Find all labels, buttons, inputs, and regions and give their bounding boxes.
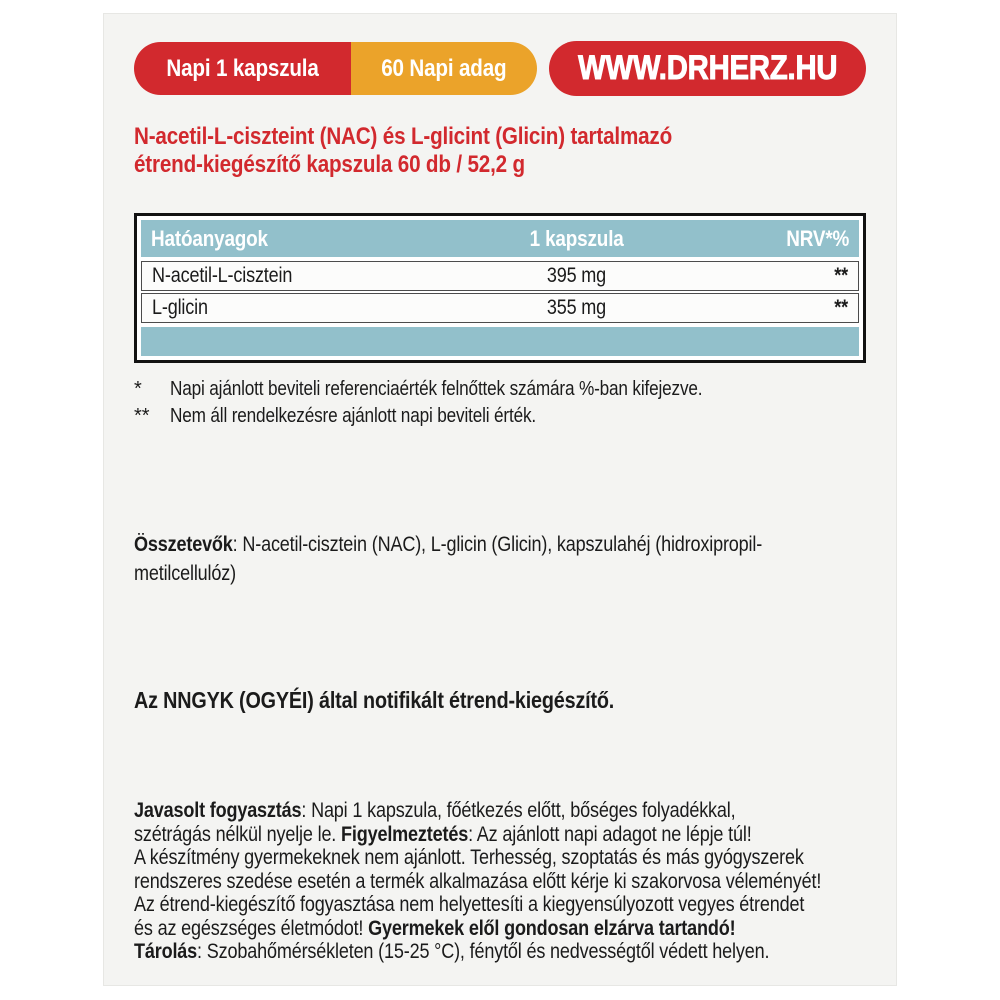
table-row <box>141 293 859 323</box>
footnote-text: Nem áll rendelkezésre ajánlott napi beviteli érték. <box>170 405 537 427</box>
capsule-badge-left-label: Napi 1 kapszula <box>166 54 319 82</box>
ingredient-name: N-acetil-L-cisztein <box>152 264 293 287</box>
table-body <box>141 257 859 327</box>
usage-line: és az egészséges életmódot! Gyermekek elől gondosan elzárva tartandó! <box>134 916 736 940</box>
capsule-badge-servings <box>351 42 537 95</box>
label-card <box>103 13 897 986</box>
website-badge <box>549 41 866 96</box>
capsule-badge-right-label: 60 Napi adag <box>381 54 507 82</box>
table-footer-strip <box>141 327 859 356</box>
usage-line: A készítmény gyermekeknek nem ajánlott. Terhesség, szoptatás és más gyógyszerek <box>134 846 804 869</box>
product-title-line1: N-acetil-L-ciszteint (NAC) és L-glicint (Glicin) tartalmazó <box>134 123 673 150</box>
ingredient-nrv: ** <box>834 296 848 319</box>
website-url: WWW.DRHERZ.HU <box>577 49 838 87</box>
ingredients-line2: metilcellulóz) <box>134 562 236 585</box>
usage-line: Az étrend-kiegészítő fogyasztása nem helyettesíti a kiegyensúlyozott vegyes étrendet <box>134 893 805 916</box>
footnote-marker: ** <box>134 405 150 427</box>
notification-text: Az NNGYK (OGYÉI) által notifikált étrend-kiegészítő. <box>134 687 615 713</box>
column-header-per-capsule: 1 kapszula <box>529 225 624 251</box>
footnote-nrv <box>134 376 866 403</box>
column-header-ingredients: Hatóanyagok <box>151 225 268 251</box>
active-ingredients-table <box>134 213 866 363</box>
footnote-marker: * <box>134 378 142 400</box>
ingredient-amount: 395 mg <box>546 264 607 287</box>
usage-warning-paragraph <box>134 799 866 964</box>
table-header-row <box>141 220 859 257</box>
storage-line: Tárolás: Szobahőmérsékleten (15-25 °C), fénytől és nedvességtől védett helyen. <box>134 940 770 963</box>
product-title-line2: étrend-kiegészítő kapszula 60 db / 52,2 g <box>134 151 525 178</box>
ingredient-name: L-glicin <box>152 296 208 319</box>
product-title <box>134 123 866 179</box>
notification-line <box>134 687 866 714</box>
capsule-badge <box>134 42 537 95</box>
usage-line: Javasolt fogyasztás: Napi 1 kapszula, főétkezés előtt, bőséges folyadékkal, <box>134 799 736 822</box>
column-header-nrv: NRV*% <box>786 225 849 251</box>
capsule-badge-daily-dose <box>134 42 351 95</box>
table-row <box>141 261 859 291</box>
footnotes <box>134 376 866 430</box>
usage-line: szétrágás nélkül nyelje le. Figyelmeztetés: Az ajánlott napi adagot ne lépje túl! <box>134 822 752 846</box>
ingredients-line1: Összetevők: N-acetil-cisztein (NAC), L-glicin (Glicin), kapszulahéj (hidroxipropil- <box>134 533 763 556</box>
usage-line: rendszeres szedése esetén a termék alkalmazása előtt kérje ki szakorvosa véleményét! <box>134 869 822 893</box>
footnote-no-reference <box>134 403 866 430</box>
ingredient-amount: 355 mg <box>546 296 607 319</box>
ingredients-paragraph <box>134 530 866 588</box>
footnote-text: Napi ajánlott beviteli referenciaérték felnőttek számára %-ban kifejezve. <box>170 378 703 400</box>
ingredient-nrv: ** <box>834 264 848 287</box>
badges-row <box>134 41 866 96</box>
